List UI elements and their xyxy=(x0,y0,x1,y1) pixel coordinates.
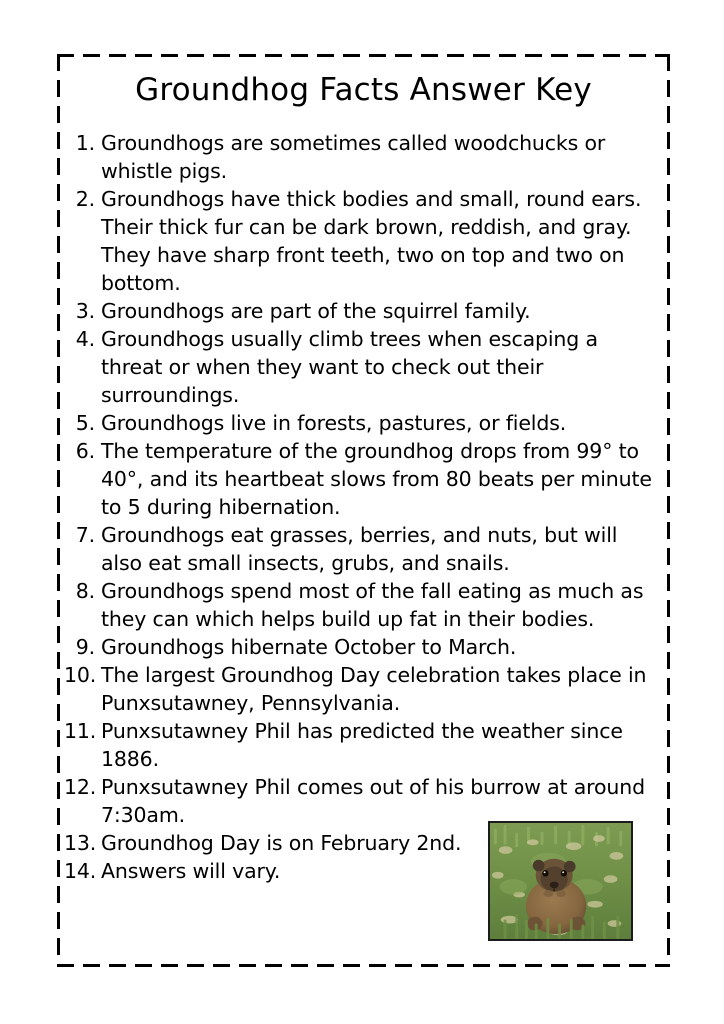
list-item-text: Punxsutawney Phil has predicted the weather since 1886. xyxy=(101,719,623,771)
list-item-text: The largest Groundhog Day celebration takes place in Punxsutawney, Pennsylvania. xyxy=(101,663,647,715)
list-item xyxy=(64,577,664,633)
list-item-text: Groundhogs live in forests, pastures, or fields. xyxy=(101,411,567,435)
list-item-number: 8. xyxy=(75,579,95,603)
list-item-number: 1. xyxy=(75,131,95,155)
groundhog-photo xyxy=(488,821,633,941)
list-item xyxy=(64,297,664,325)
list-item-text: Groundhogs are sometimes called woodchucks or whistle pigs. xyxy=(101,131,606,183)
page-title: Groundhog Facts Answer Key xyxy=(135,72,592,108)
list-item xyxy=(64,521,664,577)
list-item-number: 12. xyxy=(64,775,97,799)
list-item-text: Groundhogs are part of the squirrel family. xyxy=(101,299,531,323)
list-item xyxy=(64,437,664,521)
list-item-number: 2. xyxy=(75,187,95,211)
list-item xyxy=(64,129,664,185)
list-item xyxy=(64,409,664,437)
list-item-text: Punxsutawney Phil comes out of his burrow at around 7:30am. xyxy=(101,775,645,827)
list-item-number: 13. xyxy=(64,831,97,855)
list-item-text: Groundhogs eat grasses, berries, and nuts, but will also eat small insects, grubs, and snails. xyxy=(101,523,618,575)
list-item xyxy=(64,717,664,773)
groundhog-photo-image xyxy=(490,823,631,939)
list-item-text: Groundhogs usually climb trees when escaping a threat or when they want to check out their surroundings. xyxy=(101,327,598,407)
list-item-number: 9. xyxy=(75,635,95,659)
list-item-text: Answers will vary. xyxy=(101,859,281,883)
list-item xyxy=(64,185,664,297)
list-item-number: 10. xyxy=(64,663,97,687)
list-item-number: 7. xyxy=(75,523,95,547)
list-item-text: Groundhogs have thick bodies and small, round ears. Their thick fur can be dark brown, reddish, and gray. They have sharp front teeth, two on top and two on bottom. xyxy=(101,187,642,295)
dashed-page-border xyxy=(57,54,670,967)
list-item-number: 6. xyxy=(75,439,95,463)
list-item-number: 5. xyxy=(75,411,95,435)
list-item-text: Groundhogs hibernate October to March. xyxy=(101,635,517,659)
list-item-number: 3. xyxy=(75,299,95,323)
list-item xyxy=(64,633,664,661)
list-item-text: The temperature of the groundhog drops from 99° to 40°, and its heartbeat slows from 80 beats per minute to 5 during hibernation. xyxy=(101,439,652,519)
list-item-text: Groundhogs spend most of the fall eating as much as they can which helps build up fat in their bodies. xyxy=(101,579,644,631)
list-item-number: 4. xyxy=(75,327,95,351)
list-item-number: 14. xyxy=(64,859,97,883)
list-item-text: Groundhog Day is on February 2nd. xyxy=(101,831,462,855)
list-item xyxy=(64,325,664,409)
facts-answer-list xyxy=(64,129,664,885)
list-item xyxy=(64,661,664,717)
list-item-number: 11. xyxy=(64,719,97,743)
